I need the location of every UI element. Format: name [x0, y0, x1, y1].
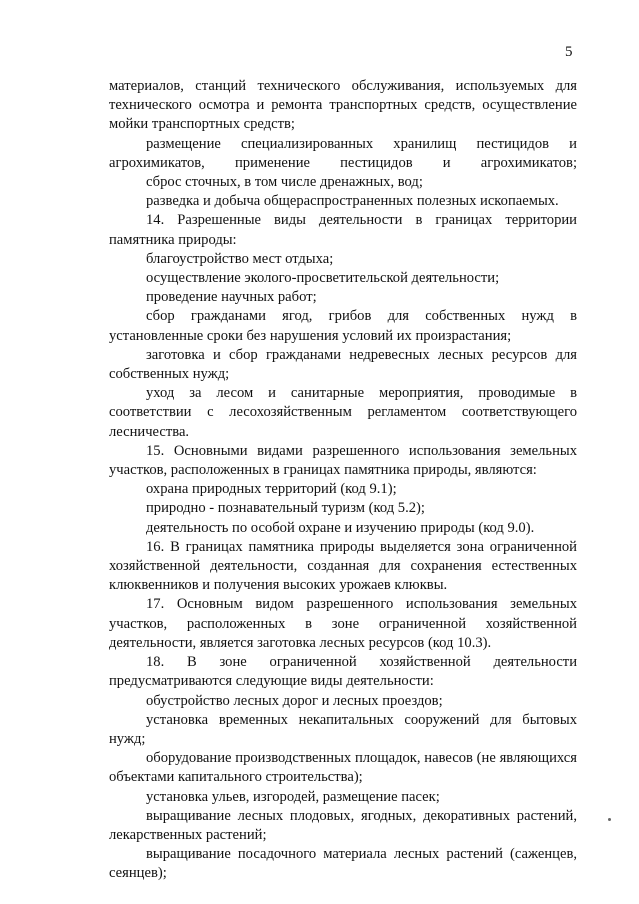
paragraph: сбор гражданами ягод, грибов для собственных нужд в установленные сроки без нарушения условий их произрастания;: [109, 308, 577, 344]
paragraph: выращивание лесных плодовых, ягодных, декоративных растений, лекарственных растений;: [109, 807, 577, 843]
paragraph: оборудование производственных площадок, навесов (не являющихся объектами капитального строительства);: [109, 750, 577, 786]
paragraph: 18. В зоне ограниченной хозяйственной деятельности предусматриваются следующие виды деятельности:: [109, 654, 577, 690]
paragraph: установка ульев, изгородей, размещение пасек;: [146, 788, 440, 805]
paragraph: обустройство лесных дорог и лесных проездов;: [146, 692, 443, 709]
paragraph: благоустройство мест отдыха;: [146, 250, 334, 267]
paragraph: охрана природных территорий (код 9.1);: [146, 481, 397, 498]
paragraph: размещение специализированных хранилищ пестицидов и агрохимикатов, применение пестицидов и агрохимикатов;: [109, 135, 577, 171]
paragraph: осуществление эколого-просветительской деятельности;: [146, 270, 500, 287]
paragraph: природно - познавательный туризм (код 5.2);: [146, 500, 425, 517]
paragraph: установка временных некапитальных сооружений для бытовых нужд;: [109, 711, 577, 747]
paragraph: 16. В границах памятника природы выделяется зона ограниченной хозяйственной деятельности, созданная для сохранения естественных клюквенников и получения высоких урожаев клюквы.: [109, 538, 577, 594]
paragraph: деятельность по особой охране и изучению природы (код 9.0).: [146, 519, 535, 536]
paragraph: 17. Основным видом разрешенного использования земельных участков, расположенных в зоне ограниченной хозяйственной деятельности, является заготовка лесных ресурсов (код 10.3).: [109, 596, 577, 651]
paragraph: сброс сточных, в том числе дренажных, вод;: [146, 174, 423, 191]
page-number: 5: [565, 44, 573, 60]
paragraph: 14. Разрешенные виды деятельности в границах территории памятника природы:: [109, 212, 577, 248]
paragraph: уход за лесом и санитарные мероприятия, проводимые в соответствии с лесохозяйственным регламентом соответствующего лесничества.: [109, 385, 577, 440]
paragraph: 15. Основными видами разрешенного использования земельных участков, расположенных в границах памятника природы, являются:: [109, 442, 577, 479]
paragraph: материалов, станций технического обслуживания, используемых для технического осмотра и ремонта транспортных средств, осуществление мойки транспортных средств;: [109, 78, 577, 133]
paragraph: разведка и добыча общераспространенных полезных ископаемых.: [146, 193, 559, 210]
paragraph: заготовка и сбор гражданами недревесных лесных ресурсов для собственных нужд;: [109, 346, 577, 383]
paragraph: проведение научных работ;: [146, 289, 317, 306]
paragraph: выращивание посадочного материала лесных растений (саженцев, сеянцев);: [109, 846, 577, 882]
body-text: [109, 77, 577, 884]
scan-speck: [608, 818, 611, 821]
